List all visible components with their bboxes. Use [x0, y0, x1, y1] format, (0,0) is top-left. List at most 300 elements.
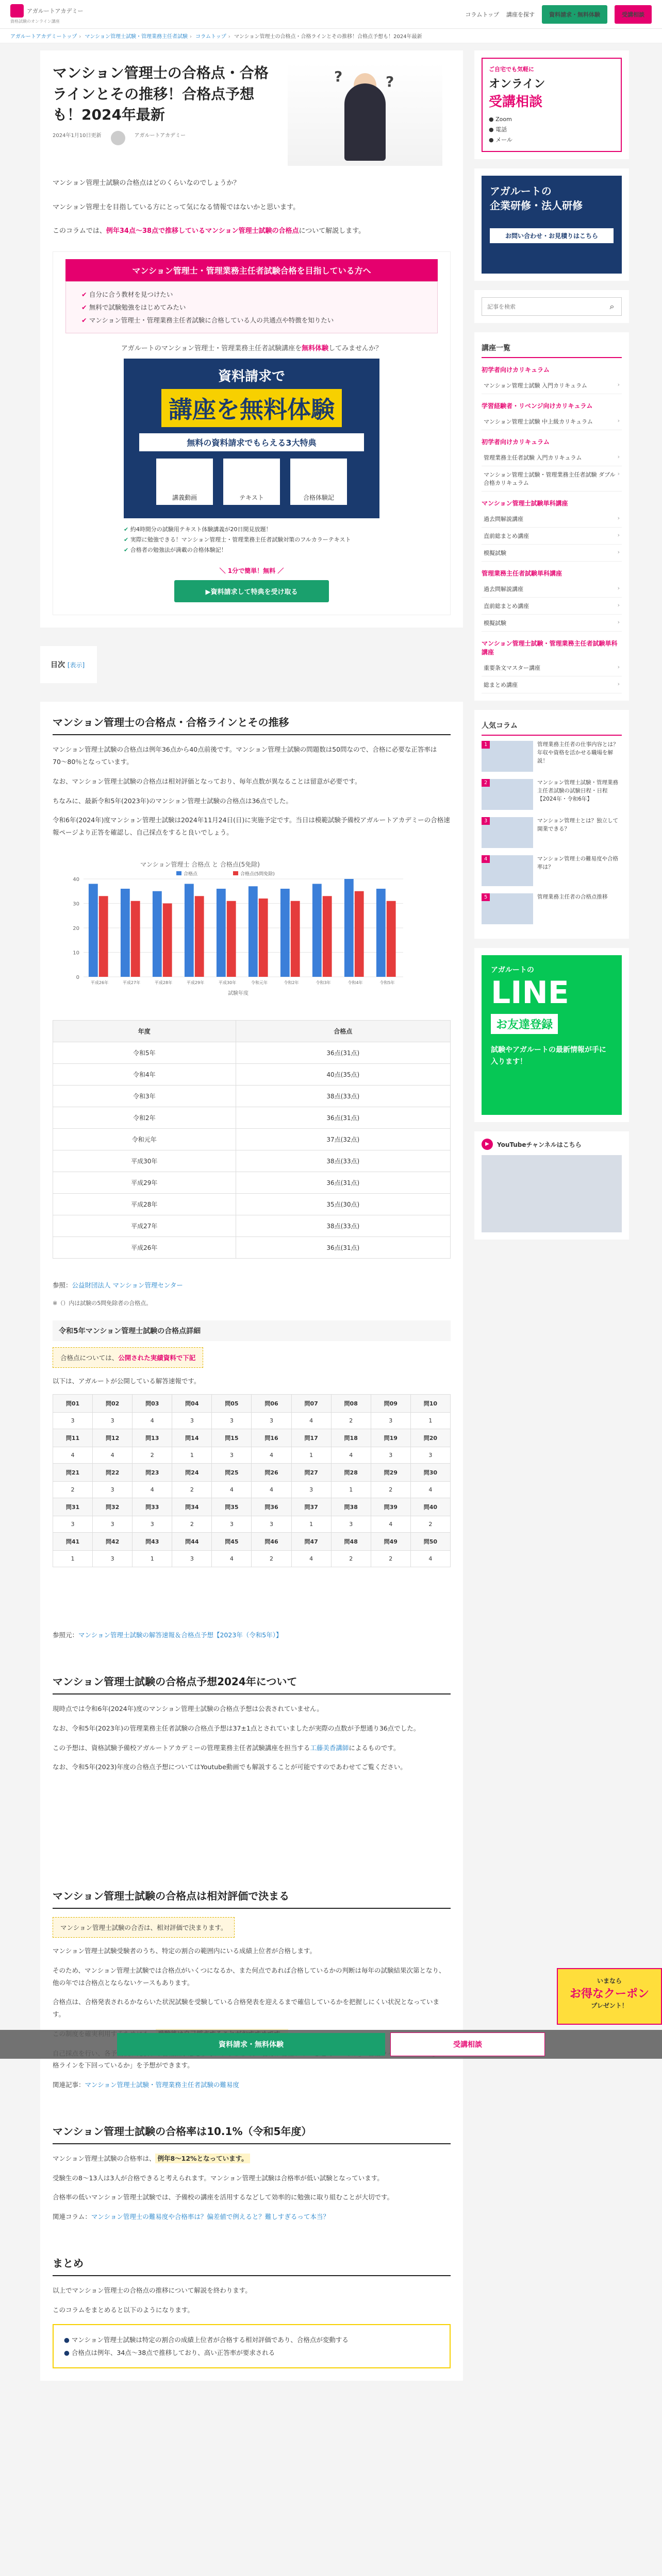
promo-heading: マンション管理士・管理業務主任者試験合格を目指している方へ — [65, 259, 438, 281]
bar-exempt — [227, 901, 236, 977]
answer-cell: 問06 — [252, 1395, 291, 1413]
answer-cell: 問20 — [410, 1429, 450, 1447]
table-row — [53, 1085, 451, 1107]
consult-line: オンライン — [489, 78, 545, 91]
answer-cell: 問33 — [133, 1498, 172, 1516]
answer-cell: 問15 — [212, 1429, 252, 1447]
answer-cell: 3 — [212, 1413, 252, 1429]
bar-exempt — [291, 901, 300, 977]
bar-exempt — [355, 891, 364, 977]
instructor-link[interactable]: 工藤美香講師 — [310, 1743, 349, 1752]
banner-tile-video: 講義動画 — [156, 459, 213, 505]
popular-column-item[interactable] — [482, 741, 622, 772]
header-trial-button[interactable]: 資料請求・無料体験 — [542, 5, 607, 24]
bar-score — [312, 884, 322, 977]
x-tick-label: 平成29年 — [186, 980, 205, 985]
coupon-line: プレゼント！ — [591, 2002, 628, 2009]
section-heading: マンション管理士試験の合格点予想2024年について — [53, 1673, 451, 1694]
subsection-heading: 令和5年マンション管理士試験の合格点詳細 — [53, 1320, 451, 1341]
toc-toggle[interactable]: [表示] — [67, 662, 85, 669]
answer-cell: 問45 — [212, 1533, 252, 1551]
table-cell: 令和元年 — [53, 1128, 236, 1150]
table-cell: 平成30年 — [53, 1150, 236, 1172]
rank-badge: 2 — [482, 779, 490, 787]
answer-cell: 問36 — [252, 1498, 291, 1516]
answer-cell: 問04 — [172, 1395, 212, 1413]
rank-badge: 3 — [482, 817, 490, 825]
corp-contact-button[interactable]: お問い合わせ・お見積りはこちら — [490, 228, 614, 243]
sticky-apply-button[interactable]: 受講相談 — [390, 2032, 545, 2056]
consult-line: 受講相談 — [489, 94, 543, 110]
legend-label: 合格点 — [184, 871, 198, 877]
course-link[interactable]: マンション管理士試験 入門カリキュラム › — [482, 377, 622, 394]
answer-cell: 3 — [172, 1551, 212, 1567]
x-tick-label: 平成28年 — [154, 980, 173, 985]
answer-cell: 問08 — [331, 1395, 371, 1413]
header-apply-button[interactable]: 受講相談 — [615, 5, 652, 24]
paragraph: この予想は、資格試験予備校アガルートアカデミーの管理業務主任者試験講座を担当する工藤美香講師によるものです。 — [53, 1743, 400, 1752]
promo-question: アガルートのマンション管理士・管理業務主任者試験講座を無料体験してみませんか？ — [121, 345, 383, 353]
corporate-training-banner[interactable] — [482, 176, 622, 274]
answer-cell: 1 — [133, 1551, 172, 1567]
paragraph: なお、令和5年(2023)年度の合格点予想についてはYoutube動画でも解説することが可能ですのであわせてご覧ください。 — [53, 1763, 407, 1771]
x-tick-label: 令和元年 — [251, 980, 268, 985]
course-link[interactable]: 模擬試験 › — [482, 545, 622, 562]
table-cell: 令和5年 — [53, 1042, 236, 1063]
answer-cell: 1 — [291, 1447, 331, 1464]
answer-cell: 問01 — [53, 1395, 93, 1413]
x-tick-label: 令和4年 — [347, 980, 363, 985]
nav-column-top[interactable]: コラムトップ — [465, 11, 499, 18]
answer-key-table — [53, 1394, 451, 1567]
answer-cell: 3 — [410, 1447, 450, 1464]
answer-cell: 1 — [410, 1413, 450, 1429]
coupon-popup[interactable] — [557, 1968, 662, 2025]
table-cell: 36点(31点) — [236, 1107, 450, 1128]
popular-columns — [474, 710, 629, 939]
course-link[interactable]: 総まとめ講座 › — [482, 676, 622, 693]
answer-cell: 問10 — [410, 1395, 450, 1413]
bar-exempt — [323, 896, 332, 977]
answer-cell: 問12 — [93, 1429, 133, 1447]
y-tick-label: 30 — [73, 901, 79, 907]
table-row — [53, 1128, 451, 1150]
bar-score — [249, 886, 258, 977]
promo-benefit: ✔ 合格者の勉強法が満載の合格体験記！ — [124, 545, 379, 555]
answer-cell: 4 — [410, 1482, 450, 1498]
answer-cell: 2 — [331, 1413, 371, 1429]
answer-row — [53, 1429, 451, 1447]
table-cell: 平成29年 — [53, 1172, 236, 1193]
promo-request-button[interactable]: ▶資料請求して特典を受け取る — [174, 580, 329, 602]
highlight-box: マンション管理士試験の合否は、相対評価で決まります。 — [53, 1917, 235, 1938]
answer-cell: 4 — [252, 1447, 291, 1464]
breadcrumb-item[interactable]: マンション管理士試験・管理業務主任者試験 — [85, 34, 188, 40]
answer-cell: 2 — [133, 1447, 172, 1464]
popular-column-item[interactable] — [482, 855, 622, 886]
promo-box — [53, 251, 451, 615]
coupon-line: いまなら — [597, 1977, 622, 1985]
author-avatar — [111, 131, 125, 145]
table-cell: 38点(33点) — [236, 1085, 450, 1107]
line-text: お友達登録 — [491, 1014, 558, 1034]
course-category: 管理業務主任者試験単科講座 — [482, 570, 562, 578]
popular-column-item[interactable] — [482, 779, 622, 810]
paragraph: 合格点は、合格発表されるかならいた状況試験を受験している合格発表を迎えるまで確信しているかを把握しにくい状況となっています。 — [53, 1998, 440, 2019]
question-mark: ? — [386, 73, 394, 90]
legend-swatch — [233, 871, 238, 875]
course-category: マンション管理士試験・管理業務主任者試験単科講座 — [482, 640, 618, 656]
chevron-right-icon: › — [617, 381, 620, 388]
table-cell: 平成27年 — [53, 1215, 236, 1236]
answer-cell: 4 — [291, 1551, 331, 1567]
consult-mail: ● メール — [489, 136, 512, 143]
answer-cell: 4 — [93, 1447, 133, 1464]
consult-banner[interactable] — [482, 58, 622, 152]
course-link[interactable]: マンション管理士試験・管理業務主任者試験 ダブル合格カリキュラム › — [482, 466, 622, 492]
answer-cell: 4 — [291, 1413, 331, 1429]
bar-score — [153, 891, 162, 977]
x-tick-label: 令和3年 — [316, 980, 331, 985]
answer-row — [53, 1533, 451, 1551]
answer-cell: 2 — [331, 1551, 371, 1567]
course-link[interactable]: 直前総まとめ講座 › — [482, 528, 622, 545]
chevron-right-icon: › — [617, 549, 620, 556]
answer-cell: 問02 — [93, 1395, 133, 1413]
answer-cell: 問26 — [252, 1464, 291, 1482]
answer-cell: 2 — [371, 1551, 410, 1567]
answer-row — [53, 1516, 451, 1533]
section-relative — [40, 1875, 463, 2111]
search-icon[interactable]: ⌕ — [609, 301, 615, 312]
answer-cell: 問24 — [172, 1464, 212, 1482]
answer-cell: 問16 — [252, 1429, 291, 1447]
paragraph: 受験生の8〜13人は3人が合格できると考えられます。マンション管理士試験は合格率が低い試験となっています。 — [53, 2174, 384, 2182]
corp-line: アガルートの — [490, 185, 552, 198]
banner-subline: 無料の資料請求でもらえる3大特典 — [139, 433, 364, 451]
answer-cell: 2 — [371, 1482, 410, 1498]
sticky-trial-button[interactable]: 資料請求・無料体験 — [117, 2033, 385, 2056]
paragraph: 合格率の低いマンション管理士試験では、予備校の講座を活用するなどして効率的に勉強に取り組むことが大切です。 — [53, 2193, 393, 2201]
bar-exempt — [259, 899, 268, 977]
answer-cell: 問03 — [133, 1395, 172, 1413]
table-header: 合格点 — [236, 1020, 450, 1042]
answer-cell: 1 — [53, 1551, 93, 1567]
table-row — [53, 1107, 451, 1128]
nav-find-course[interactable]: 講座を探す — [506, 11, 535, 18]
answer-row — [53, 1482, 451, 1498]
passing-score-table — [53, 1020, 451, 1259]
promo-benefit: ✔ 約4時間分の試験用テキスト体験講義が20日間見放題！ — [124, 524, 379, 535]
bar-score — [376, 889, 386, 977]
table-cell: 40点(35点) — [236, 1063, 450, 1085]
intro-text: マンション管理士試験の合格点はどのくらいなのでしょうか？ — [53, 179, 240, 187]
table-cell: 38点(33点) — [236, 1150, 450, 1172]
answer-cell: 3 — [53, 1413, 93, 1429]
answer-row — [53, 1447, 451, 1464]
y-tick-label: 0 — [76, 974, 79, 980]
banner-tile-story: 合格体験記 — [290, 459, 347, 505]
course-link[interactable]: マンション管理士試験 中上級カリキュラム › — [482, 413, 622, 430]
chart-xlabel: 試験年度 — [228, 990, 249, 996]
paragraph: 現時点では令和6年(2024年)度のマンション管理士試験の合格点予想は公表されていません。 — [53, 1705, 323, 1713]
answer-cell: 問40 — [410, 1498, 450, 1516]
answer-cell: 問14 — [172, 1429, 212, 1447]
summary-box — [53, 2324, 451, 2368]
answer-row — [53, 1395, 451, 1413]
table-cell: 平成28年 — [53, 1193, 236, 1215]
answer-cell: 1 — [331, 1482, 371, 1498]
passing-score-chart — [53, 858, 413, 997]
y-tick-label: 20 — [73, 925, 79, 931]
x-tick-label: 平成26年 — [90, 980, 109, 985]
column-thumbnail — [482, 741, 533, 772]
answer-cell: 3 — [371, 1447, 410, 1464]
bar-score — [89, 884, 98, 977]
table-of-contents — [40, 646, 97, 683]
paragraph: なお、令和5年(2023年)の管理業務主任者試験の合格点予想は37±1点とされていましたが実際の点数が予想通り36点でした。 — [53, 1724, 420, 1732]
bar-exempt — [131, 901, 140, 977]
column-thumbnail — [482, 817, 533, 848]
answer-cell: 問44 — [172, 1533, 212, 1551]
answer-cell: 3 — [212, 1516, 252, 1533]
course-category: 初学者向けカリキュラム — [482, 438, 550, 446]
answer-cell: 問13 — [133, 1429, 172, 1447]
legend-label: 合格点(5問免除) — [240, 871, 275, 877]
answer-cell: 3 — [252, 1516, 291, 1533]
hero-image — [288, 63, 442, 166]
article-head — [40, 50, 463, 628]
course-link[interactable]: 模擬試験 › — [482, 615, 622, 632]
course-link[interactable]: 過去問解説講座 › — [482, 581, 622, 598]
answer-cell: 問32 — [93, 1498, 133, 1516]
table-row — [53, 1063, 451, 1085]
youtube-box — [474, 1131, 629, 1240]
column-thumbnail — [482, 779, 533, 810]
x-tick-label: 令和5年 — [379, 980, 395, 985]
chart-title: マンション管理士 合格点 と 合格点(5免除) — [140, 860, 260, 868]
consult-line: ご自宅でも気軽に — [489, 66, 534, 73]
paragraph: なお、マンション管理士試験の合格点は相対評価となっており、毎年点数が異なることは留意が必要です。 — [53, 777, 361, 785]
column-title: マンション管理士の難易度や合格率は？ — [537, 856, 619, 871]
youtube-title: YouTubeチャンネルはこちら — [497, 1141, 582, 1148]
section-prediction — [40, 1661, 463, 1875]
paragraph: 以上でマンション管理士の合格点の推移について解説を終わります。 — [53, 2286, 252, 2294]
answer-cell: 2 — [172, 1516, 212, 1533]
promo-check-item: ✔ マンション管理士・管理業務主任者試験に合格している人の共通点や特徴を知りたい — [81, 314, 422, 327]
answer-cell: 問37 — [291, 1498, 331, 1516]
paragraph: そのため、マンション管理士試験では合格点がいくつになるか、また何点であれば合格しているかの判断は毎年の試験結果次第となり、他の年では合格点とならないケースもあります。 — [53, 1966, 445, 1987]
consult-phone: ● 電話 — [489, 126, 507, 133]
bar-score — [185, 884, 194, 977]
intro-text: マンション管理士を目指している方にとって気になる情報ではないかと思います。 — [53, 203, 300, 211]
paragraph: マンション管理士試験の合格率は、 例年8〜12%となっています。 — [53, 2153, 451, 2165]
youtube-thumbnail[interactable] — [482, 1155, 622, 1232]
answer-cell: 3 — [53, 1516, 93, 1533]
section-passing-score — [40, 702, 463, 1661]
site-header — [0, 0, 662, 29]
sticky-cta-bar — [0, 2030, 662, 2059]
table-cell: 36点(31点) — [236, 1042, 450, 1063]
line-banner[interactable] — [482, 955, 622, 1115]
answer-cell: 2 — [252, 1551, 291, 1567]
answer-cell: 問19 — [371, 1429, 410, 1447]
answer-cell: 問47 — [291, 1533, 331, 1551]
answer-cell: 問18 — [331, 1429, 371, 1447]
answer-cell: 問43 — [133, 1533, 172, 1551]
rank-badge: 4 — [482, 855, 490, 863]
course-category: 初学者向けカリキュラム — [482, 366, 550, 374]
table-cell: 38点(33点) — [236, 1215, 450, 1236]
answer-cell: 問07 — [291, 1395, 331, 1413]
section-summary — [40, 2243, 463, 2381]
answer-cell: 1 — [291, 1516, 331, 1533]
x-tick-label: 平成30年 — [218, 980, 237, 985]
answer-cell: 4 — [212, 1482, 252, 1498]
breadcrumb-item[interactable]: アガルートアカデミートップ — [10, 34, 77, 40]
related-link[interactable]: マンション管理士の難易度や合格率は？偏差値で例えると？難しすぎるって本当？ — [91, 2213, 329, 2221]
table-cell: 令和2年 — [53, 1107, 236, 1128]
bar-score — [344, 879, 354, 977]
course-link[interactable]: 過去問解説講座 › — [482, 511, 622, 528]
answer-row — [53, 1464, 451, 1482]
summary-item: ● マンション管理士試験は特定の割合の成績上位者が合格する相対評価であり、合格点が変動する — [64, 2333, 439, 2346]
table-cell: 平成26年 — [53, 1236, 236, 1258]
answer-cell: 4 — [331, 1447, 371, 1464]
answer-cell: 問38 — [331, 1498, 371, 1516]
course-category: 学習経験者・リベンジ向けカリキュラム — [482, 402, 593, 410]
ref-link[interactable]: マンション管理士試験の解答速報＆合格点予想【2023年（令和5年）】 — [78, 1631, 283, 1639]
bar-score — [280, 889, 290, 977]
banner-line: 資料請求で — [218, 369, 285, 385]
paragraph: 以下は、アガルートが公開している解答速報です。 — [53, 1377, 201, 1385]
answer-cell: 問25 — [212, 1464, 252, 1482]
related-link[interactable]: マンション管理士試験・管理業務主任者試験の難易度 — [85, 2081, 239, 2089]
answer-cell: 問21 — [53, 1464, 93, 1482]
table-cell: 令和3年 — [53, 1085, 236, 1107]
answer-cell: 問41 — [53, 1533, 93, 1551]
promo-check-item: ✔ 自分に合う教材を見つけたい — [81, 288, 422, 301]
chevron-right-icon: › — [617, 515, 620, 522]
banner-headline: 講座を無料体験 — [161, 389, 342, 427]
line-logo-text: LINE — [491, 975, 569, 1011]
course-list-title: 講座一覧 — [482, 340, 622, 358]
section-heading: マンション管理士試験の合格率は10.1%（令和5年度） — [53, 2123, 451, 2144]
breadcrumb-item[interactable]: コラムトップ — [195, 34, 226, 40]
bar-score — [217, 889, 226, 977]
column-title: 管理業務主任者の仕事内容とは？年収や資格を活かせる職場を解説！ — [537, 741, 619, 764]
answer-cell: 問34 — [172, 1498, 212, 1516]
answer-cell: 4 — [133, 1482, 172, 1498]
source-link[interactable]: 公益財団法人 マンション管理センター — [72, 1281, 183, 1289]
answer-cell: 4 — [212, 1551, 252, 1567]
answer-cell: 4 — [53, 1447, 93, 1464]
section-heading: マンション管理士試験の合格点は相対評価で決まる — [53, 1888, 451, 1909]
answer-cell: 4 — [252, 1482, 291, 1498]
bar-score — [121, 889, 130, 977]
person-body — [344, 83, 386, 161]
promo-sub: ＼ 1分で簡単！無料 ／ — [219, 567, 284, 575]
table-cell: 36点(31点) — [236, 1236, 450, 1258]
table-cell: 令和4年 — [53, 1063, 236, 1085]
table-cell: 36点(31点) — [236, 1172, 450, 1193]
answer-cell: 問23 — [133, 1464, 172, 1482]
column-thumbnail — [482, 893, 533, 924]
course-category: マンション管理士試験単科講座 — [482, 500, 568, 507]
answer-cell: 3 — [331, 1516, 371, 1533]
toc-label: 目次 — [51, 661, 65, 670]
chevron-right-icon: › — [617, 619, 620, 626]
source-line: 参照：公益財団法人 マンション管理センター — [53, 1281, 183, 1289]
consult-zoom: ● Zoom — [489, 116, 512, 123]
answer-cell: 問11 — [53, 1429, 93, 1447]
course-link[interactable]: 直前総まとめ講座 › — [482, 598, 622, 615]
answer-cell: 問49 — [371, 1533, 410, 1551]
chevron-right-icon: › — [617, 453, 620, 461]
answer-cell: 1 — [172, 1447, 212, 1464]
answer-cell: 3 — [93, 1482, 133, 1498]
section-heading: まとめ — [53, 2255, 451, 2276]
table-row — [53, 1150, 451, 1172]
answer-cell: 問28 — [331, 1464, 371, 1482]
paragraph: このコラムをまとめると以下のようになります。 — [53, 2306, 194, 2314]
section-heading: マンション管理士の合格点・合格ラインとその推移 — [53, 714, 451, 735]
course-link[interactable]: 重要条文マスター講座 › — [482, 659, 622, 676]
popular-column-item[interactable] — [482, 817, 622, 848]
legend-swatch — [176, 871, 181, 875]
play-icon: ▶ — [482, 1139, 493, 1150]
paragraph: ちなみに、最新令和5年(2023年)のマンション管理士試験の合格点は36点でした。 — [53, 796, 292, 805]
x-tick-label: 平成27年 — [122, 980, 141, 985]
search-input[interactable] — [482, 298, 603, 315]
breadcrumb-current: マンション管理士の合格点・合格ラインとその推移！合格点予想も！2024年最新 — [234, 34, 422, 40]
answer-row — [53, 1551, 451, 1567]
banner-tile-text: テキスト — [223, 459, 280, 505]
popular-column-item[interactable] — [482, 893, 622, 924]
update-date: 2024年1月10日更新 — [53, 132, 102, 139]
bar-exempt — [99, 896, 108, 977]
course-list — [474, 332, 629, 701]
summary-item: ● 合格点は例年、34点〜38点で推移しており、高い正答率が要求される — [64, 2346, 439, 2359]
ref-line: 参照元：マンション管理士試験の解答速報＆合格点予想【2023年（令和5年）】 — [53, 1631, 283, 1639]
chevron-right-icon: › — [617, 532, 620, 539]
table-cell: 37点(32点) — [236, 1128, 450, 1150]
paragraph: 格ラインを下回っているか」を予想ができます。 — [53, 2061, 194, 2070]
course-link[interactable]: 管理業務主任者試験 入門カリキュラム › — [482, 449, 622, 466]
answer-cell: 3 — [93, 1551, 133, 1567]
answer-cell: 3 — [93, 1516, 133, 1533]
answer-cell: 問39 — [371, 1498, 410, 1516]
column-title: 管理業務主任者の合格点推移 — [537, 894, 608, 901]
table-row — [53, 1172, 451, 1193]
y-tick-label: 40 — [73, 876, 79, 883]
brand-logo[interactable] — [10, 4, 83, 24]
promo-banner[interactable] — [124, 359, 379, 518]
answer-cell: 4 — [410, 1551, 450, 1567]
highlight-box: 合格点については、公開された実績資料で下記 — [53, 1347, 203, 1368]
bar-exempt — [195, 896, 204, 977]
answer-cell: 3 — [93, 1413, 133, 1429]
answer-cell: 問27 — [291, 1464, 331, 1482]
answer-cell: 3 — [252, 1413, 291, 1429]
column-thumbnail — [482, 855, 533, 886]
column-title: マンション管理士とは？独立して開業できる？ — [537, 818, 619, 833]
answer-cell: 問22 — [93, 1464, 133, 1482]
search-box — [482, 297, 622, 316]
page-title: マンション管理士の合格点・合格ラインとその推移！合格点予想も！2024年最新 — [53, 64, 269, 124]
answer-cell: 3 — [133, 1516, 172, 1533]
answer-row — [53, 1498, 451, 1516]
